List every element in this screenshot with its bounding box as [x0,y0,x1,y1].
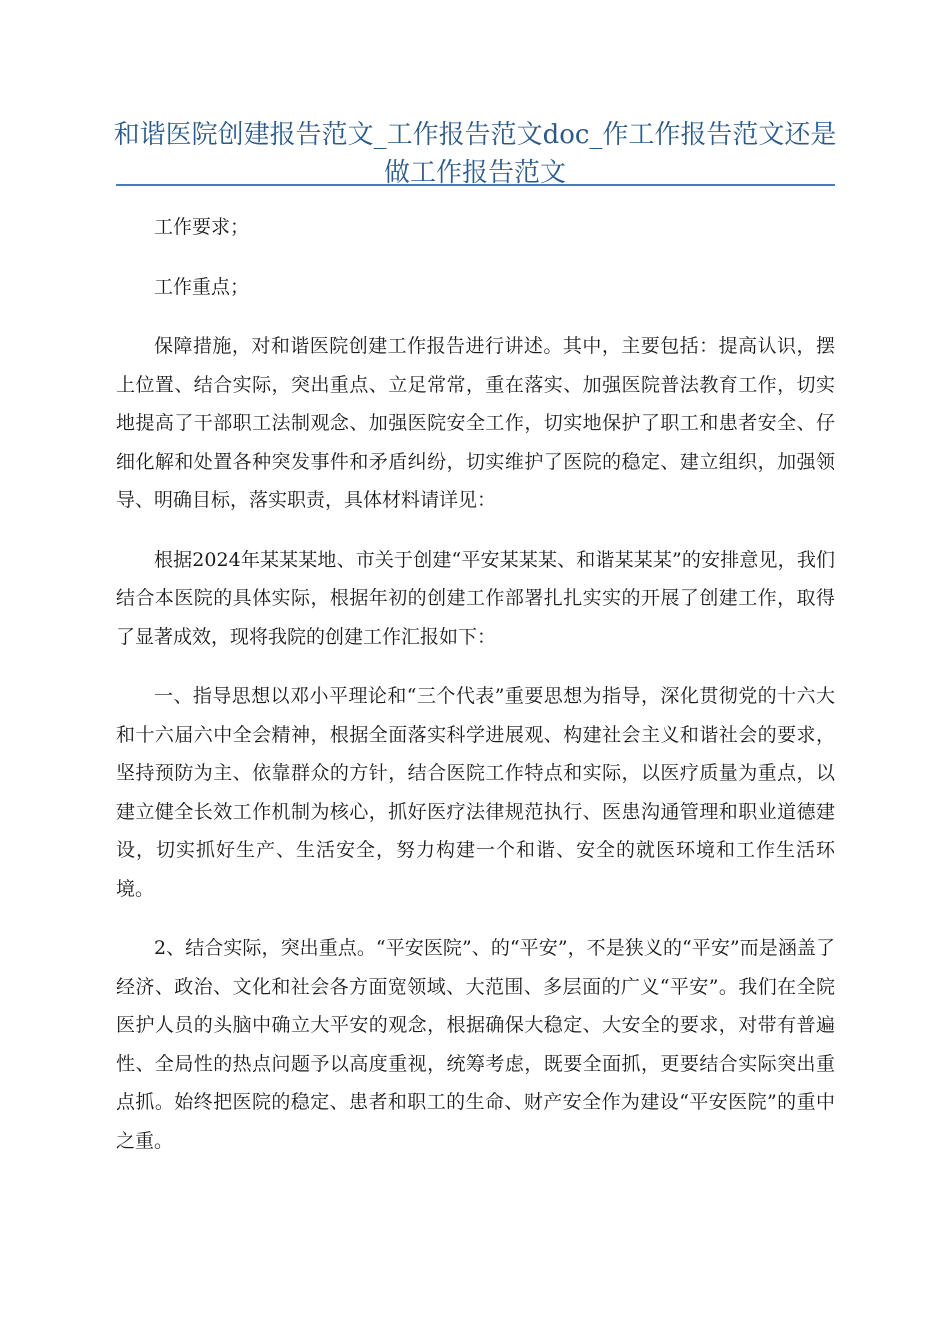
paragraph-background: 根据2024年某某某地、市关于创建“平安某某某、和谐某某某”的安排意见，我们结合本医院的具体实际，根据年初的创建工作部署扎扎实实的开展了创建工作，取得了显著成效，现将我院的创建工作汇报如下： [116,548,835,648]
paragraph-focus-on-priorities: 2、结合实际，突出重点。“平安医院”、的“平安”，不是狭义的“平安”而是涵盖了经济、政治、文化和社会各方面宽领域、大范围、多层面的广义“平安”。我们在全院医护人员的头脑中确立大平安的观念，根据确保大稳定、大安全的要求，对带有普遍性、全局性的热点问题予以高度重视，统筹考虑，既要全面抓，更要结合实际突出重点抓。始终把医院的稳定、患者和职工的生命、财产安全作为建设“平安医院”的重中之重。 [116,937,835,1152]
paragraph-work-requirements: 工作要求； [154,216,250,238]
document-title: 和谐医院创建报告范文_工作报告范文doc_作工作报告范文还是做工作报告范文 [113,120,837,188]
title-underline [116,184,835,186]
document-body [116,208,835,1181]
paragraph-safeguards: 保障措施，对和谐医院创建工作报告进行讲述。其中，主要包括：提高认识，摆上位置、结合实际，突出重点、立足常常，重在落实、加强医院普法教育工作，切实地提高了干部职工法制观念、加强医院安全工作，切实地保护了职工和患者安全、仔细化解和处置各种突发事件和矛盾纠纷，切实维护了医院的稳定、建立组织，加强领导、明确目标，落实职责，具体材料请详见： [116,335,835,511]
paragraph-work-focus: 工作重点； [154,275,250,298]
paragraph-guiding-ideology: 一、指导思想以邓小平理论和“三个代表”重要思想为指导，深化贯彻党的十六大和十六届六中全会精神，根据全面落实科学进展观、构建社会主义和谐社会的要求，坚持预防为主、依靠群众的方针，结合医院工作特点和实际，以医疗质量为重点，以建立健全长效工作机制为核心，抓好医疗法律规范执行、医患沟通管理和职业道德建设，切实抓好生产、生活安全，努力构建一个和谐、安全的就医环境和工作生活环境。 [116,685,835,900]
